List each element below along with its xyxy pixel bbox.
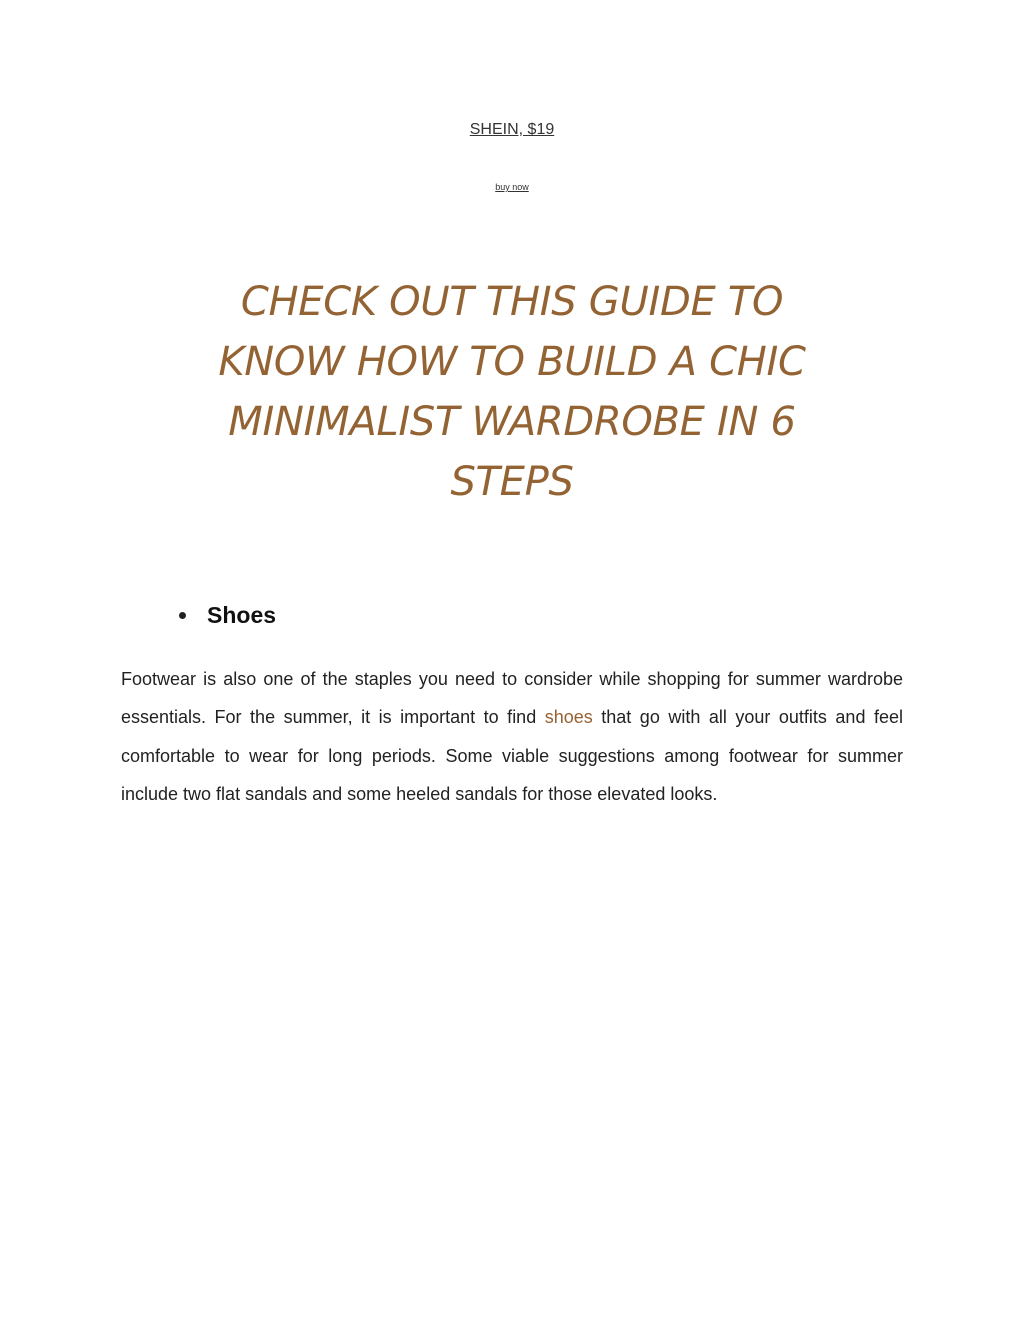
section-list — [172, 598, 276, 632]
buy-now-container — [0, 181, 1024, 193]
section-title: Shoes — [207, 602, 277, 628]
shoes-inline-link[interactable]: shoes — [544, 707, 593, 728]
retailer-price-link[interactable]: SHEIN, $19 — [469, 121, 555, 138]
bullet-dot-icon — [179, 612, 186, 619]
shoes-paragraph — [121, 660, 903, 814]
section-item-shoes — [172, 598, 276, 632]
guide-heading[interactable]: CHECK OUT THIS GUIDE TO KNOW HOW TO BUILD A CHIC MINIMALIST WARDROBE IN 6 STEPS — [218, 279, 806, 505]
paragraph-text-before-link: Footwear is also one of the staples you need to consider while shopping for summer wardrobe essentials. For the summer, it is important to find — [121, 669, 903, 728]
paragraph-text-after-link: that go with all your outfits and feel comfortable to wear for long periods. Some viable suggestions among footwear for summer include two flat sandals and some heeled sandals for those elevated looks. — [121, 707, 903, 805]
product-price-container — [0, 120, 1024, 140]
buy-now-link[interactable]: buy now — [495, 182, 529, 192]
